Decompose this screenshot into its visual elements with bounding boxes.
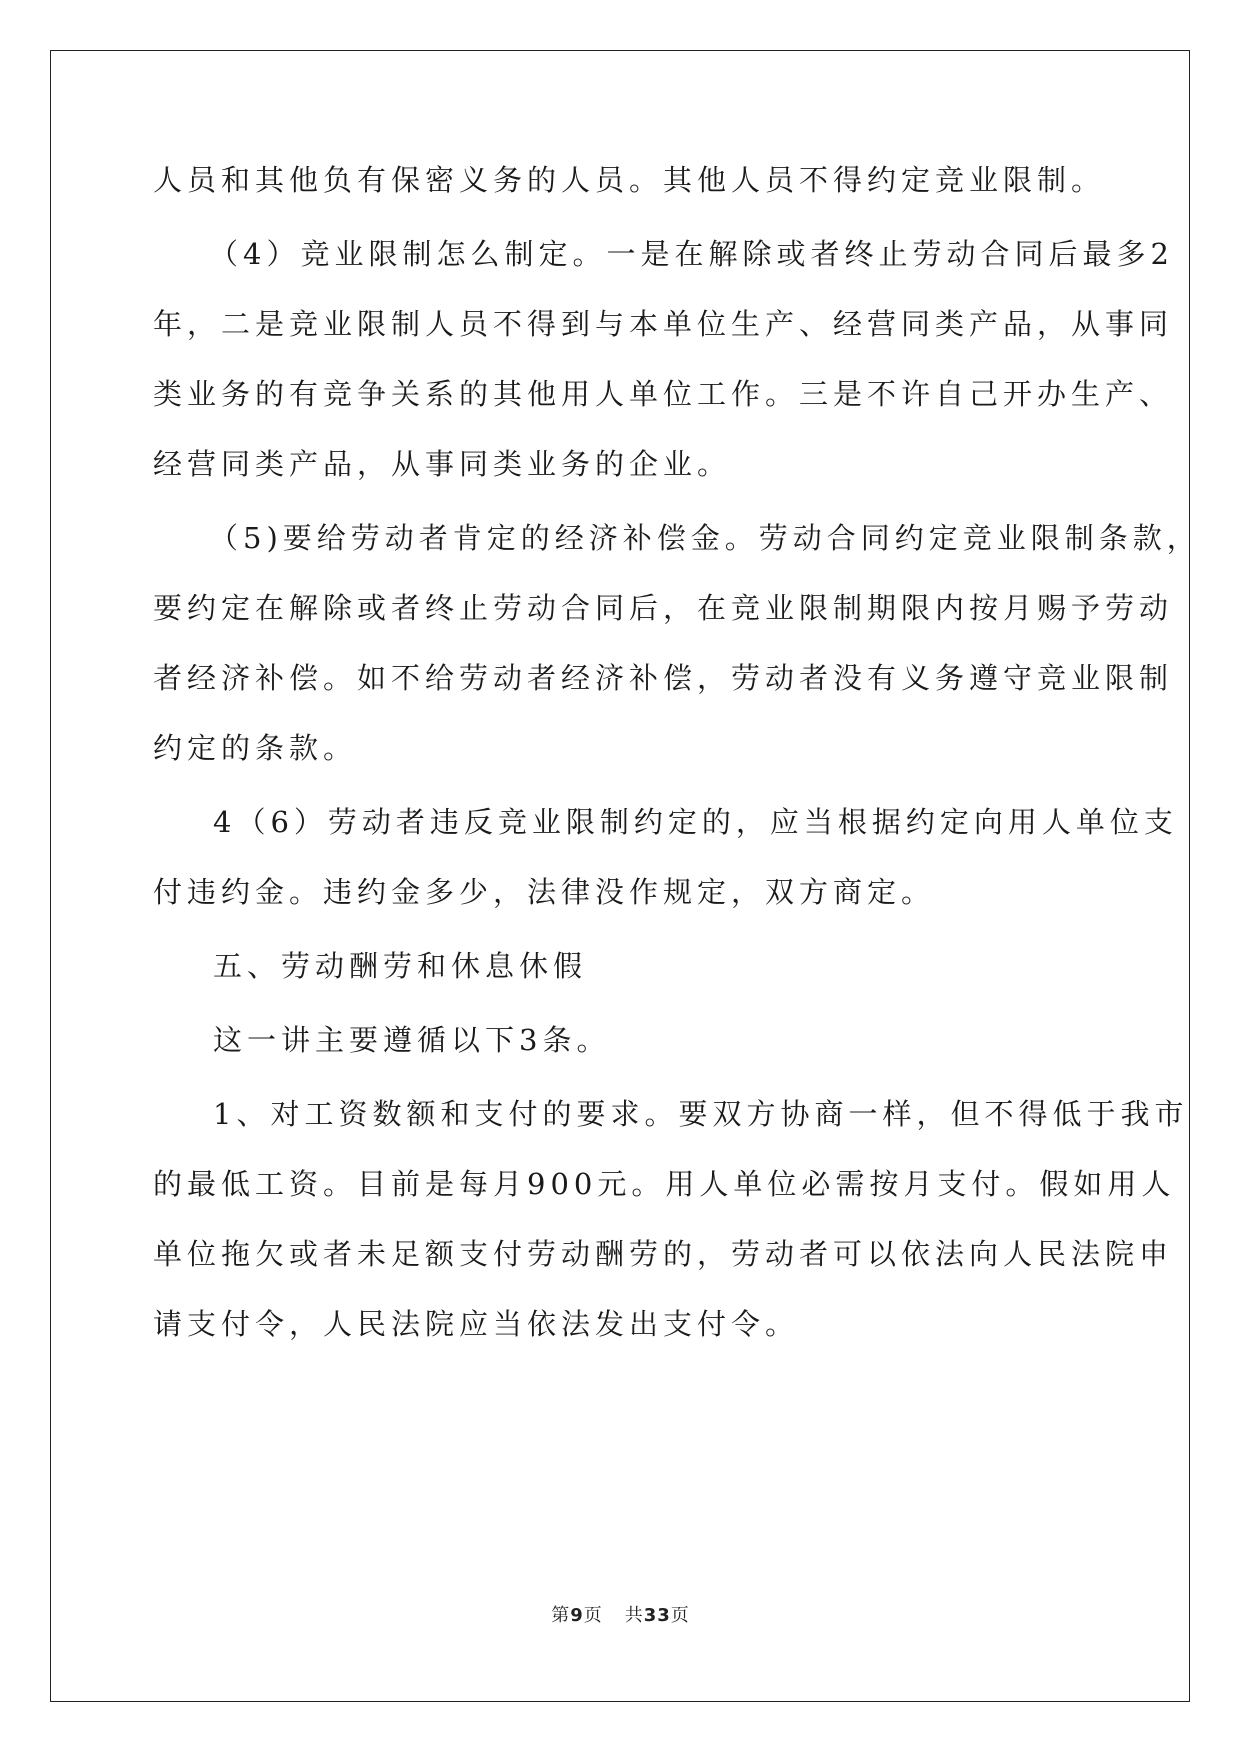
- text-line: 年，二是竞业限制人员不得到与本单位生产、经营同类产品，从事同: [153, 307, 1174, 341]
- text-line: 经营同类产品，从事同类业务的企业。: [153, 447, 732, 481]
- total-pages: 33: [643, 1605, 671, 1626]
- footer-total-prefix: 共: [624, 1605, 644, 1626]
- text-line: 约定的条款。: [153, 731, 358, 765]
- text-line: 4（6）劳动者违反竞业限制约定的，应当根据约定向用人单位支: [213, 805, 1178, 839]
- text-line: 这一讲主要遵循以下3条。: [213, 1023, 611, 1057]
- text-line: （4）竞业限制怎么制定。一是在解除或者终止劳动合同后最多2: [209, 237, 1174, 271]
- page-number: 9: [570, 1605, 584, 1626]
- footer-page-suffix: 页: [583, 1605, 603, 1626]
- text-line: 单位拖欠或者未足额支付劳动酬劳的，劳动者可以依法向人民法院申: [153, 1237, 1174, 1271]
- text-line: 付违约金。违约金多少，法律没作规定，双方商定。: [153, 875, 936, 909]
- text-line: （5)要给劳动者肯定的经济补偿金。劳动合同约定竞业限制条款，: [209, 521, 1201, 555]
- text-line: 的最低工资。目前是每月900元。用人单位必需按月支付。假如用人: [153, 1167, 1176, 1201]
- text-line: 要约定在解除或者终止劳动合同后，在竞业限制期限内按月赐予劳动: [153, 591, 1174, 625]
- text-line: 类业务的有竞争关系的其他用人单位工作。三是不许自己开办生产、: [153, 377, 1174, 411]
- text-line: 者经济补偿。如不给劳动者经济补偿，劳动者没有义务遵守竞业限制: [153, 661, 1174, 695]
- text-line: 请支付令，人民法院应当依法发出支付令。: [153, 1307, 800, 1341]
- footer-total-suffix: 页: [670, 1605, 690, 1626]
- text-line: 人员和其他负有保密义务的人员。其他人员不得约定竞业限制。: [153, 163, 1106, 197]
- text-line: 1、对工资数额和支付的要求。要双方协商一样，但不得低于我市: [213, 1097, 1189, 1131]
- page-footer: [0, 1601, 1241, 1627]
- footer-prefix: 第: [551, 1605, 571, 1626]
- section-heading: 五、劳动酬劳和休息休假: [213, 949, 588, 983]
